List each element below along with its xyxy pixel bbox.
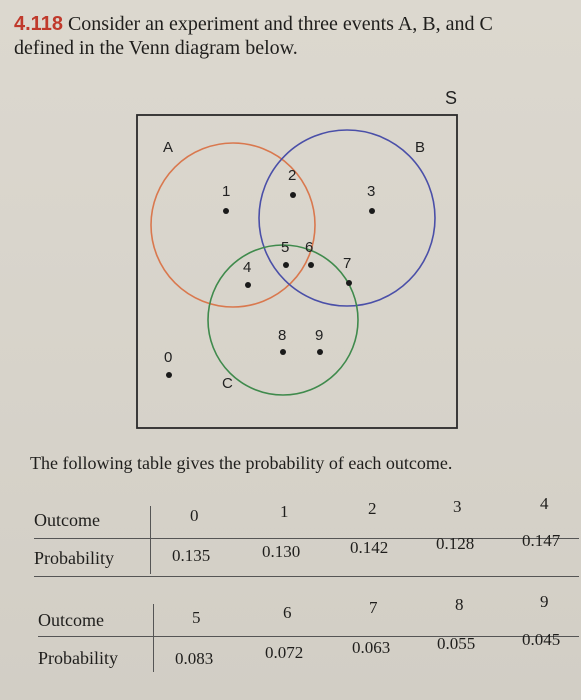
probability-cell: 0.142 [350,538,389,557]
outcome-point [369,208,375,214]
outcome-cell: 0 [190,506,199,525]
outcome-label: 5 [281,239,290,256]
event-c-circle [208,245,358,395]
problem-text-line1: Consider an experiment and three events A, B, and C [67,13,493,35]
outcome-label: 3 [367,183,376,200]
outcome-point [245,282,251,288]
probability-cell: 0.063 [352,638,391,657]
outcome-cell: 7 [369,598,378,617]
outcome-label: 2 [288,167,297,184]
outcome-point [166,372,172,378]
sample-space-box [137,115,457,428]
outcome-point [290,192,296,198]
outcome-label: 7 [343,255,352,272]
outcome-point [280,349,286,355]
problem-text-line2: defined in the Venn diagram below. [14,37,298,59]
probability-cell: 0.072 [265,643,304,662]
outcome-point [223,208,229,214]
sample-space-label: S [445,88,458,108]
outcome-point [283,262,289,268]
table-divider-horizontal [34,538,579,539]
outcome-point [317,349,323,355]
probability-cell: 0.147 [522,531,561,550]
probability-cell: 0.045 [522,630,561,649]
outcome-point [308,262,314,268]
outcome-cell: 5 [192,608,201,627]
table-divider-vertical [153,604,154,672]
outcome-cell: 3 [453,497,462,516]
probability-cell: 0.135 [172,546,211,565]
outcome-label: 8 [278,327,287,344]
probability-cell: 0.128 [436,534,475,553]
outcome-label: 4 [243,259,252,276]
event-a-label: A [163,139,174,156]
probability-table-1 [0,492,581,582]
outcome-cell: 9 [540,592,549,611]
outcome-cell: 2 [368,499,377,518]
table-intro: The following table gives the probability of each outcome. [30,453,453,473]
outcome-cell: 8 [455,595,464,614]
probability-row-label: Probability [34,548,114,568]
outcome-label: 6 [305,239,314,256]
table-rule [34,576,579,577]
event-c-label: C [222,375,233,392]
event-b-label: B [415,139,426,156]
outcome-point [346,280,352,286]
outcome-cell: 1 [280,502,289,521]
outcome-row-label: Outcome [38,610,104,630]
probability-table-2 [0,592,581,682]
outcome-label: 1 [222,183,231,200]
probability-cell: 0.055 [437,634,476,653]
probability-cell: 0.130 [262,542,301,561]
table-divider-horizontal [38,636,579,637]
outcome-points [164,167,375,378]
probability-cell: 0.083 [175,649,214,668]
table-divider-vertical [150,506,151,574]
outcome-label: 0 [164,349,173,366]
problem-number: 4.118 [14,13,63,35]
outcome-cell: 4 [540,494,549,513]
outcome-label: 9 [315,327,324,344]
probability-row-label: Probability [38,648,118,668]
outcome-row-label: Outcome [34,510,100,530]
outcome-cell: 6 [283,603,292,622]
